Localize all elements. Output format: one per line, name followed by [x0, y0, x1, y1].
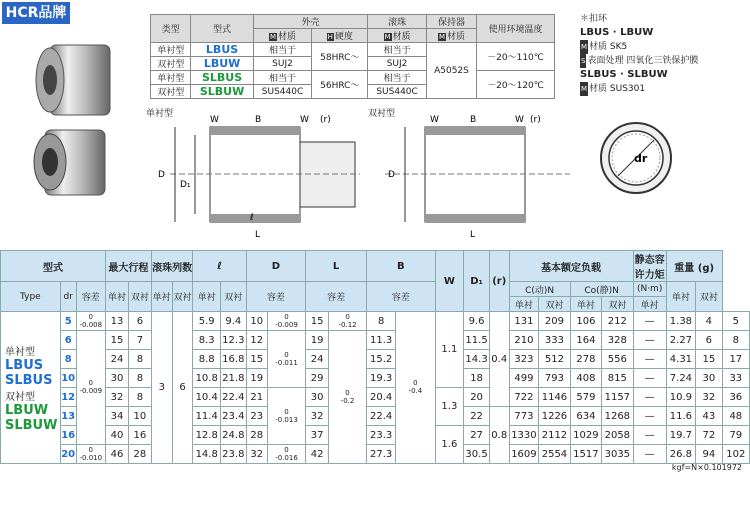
Co-double: 556: [602, 350, 633, 369]
sub-single: 单衬: [151, 282, 172, 312]
Co-single: 408: [570, 369, 601, 388]
weight-single: 15: [696, 350, 723, 369]
hdr-L: L: [306, 251, 367, 282]
type-label: 双衬型: [5, 391, 35, 403]
dr-value: 16: [60, 426, 76, 445]
l-single: 11.4: [193, 407, 221, 426]
sub-double: 双衬: [220, 282, 246, 312]
spec-ball: SUJ2: [368, 57, 427, 71]
dr-value: 13: [60, 407, 76, 426]
moment-double: 2.27: [666, 331, 695, 350]
hdr-r: (r): [489, 251, 509, 312]
weight-double: 36: [722, 388, 749, 407]
hdr-type: 型式: [1, 251, 106, 282]
stroke-double: 6: [128, 312, 151, 331]
sub-double: 双衬: [172, 282, 193, 312]
spec-shell-hard: 56HRC～: [312, 71, 368, 99]
D-tol: 0 -0.009: [267, 312, 305, 331]
dr-tol: 0 -0.010: [76, 445, 105, 464]
spec-model: LBUW: [191, 57, 253, 71]
stroke-double: 8: [128, 350, 151, 369]
moment-double: 11.6: [666, 407, 695, 426]
r-value: 0.4: [489, 312, 509, 407]
C-single: 323: [509, 350, 539, 369]
hdr-D: D: [246, 251, 305, 282]
label-D1: D₁: [180, 180, 191, 190]
spec-shell-mat: 相当于: [253, 43, 312, 57]
moment-double: 26.8: [666, 445, 695, 464]
stroke-double: 10: [128, 407, 151, 426]
label-L: L: [255, 230, 261, 240]
weight-double: 102: [722, 445, 749, 464]
weight-single: 32: [696, 388, 723, 407]
D1-value: 11.5: [464, 331, 490, 350]
Co-double: 212: [602, 312, 633, 331]
C-double: 1226: [539, 407, 570, 426]
W-value: 1.6: [435, 426, 464, 464]
moment-single: —: [633, 312, 666, 331]
L-value: 19: [306, 331, 329, 350]
moment-double: 7.24: [666, 369, 695, 388]
D-tol: 0 -0.013: [267, 388, 305, 445]
label-D: D: [158, 170, 165, 180]
table-row: [1, 388, 750, 407]
D1-value: 9.6: [464, 312, 490, 331]
B-value: 22.4: [366, 407, 395, 426]
label-r: (r): [320, 115, 331, 125]
L-value: 29: [306, 369, 329, 388]
spec-ball: 相当于: [368, 71, 427, 85]
type-label: SLBUS: [5, 372, 53, 388]
balls-single: 3: [151, 312, 172, 464]
Co-double: 815: [602, 369, 633, 388]
table-row: [1, 445, 750, 464]
Co-double: 3035: [602, 445, 633, 464]
hdr-load: 基本额定负载: [509, 251, 633, 282]
L-value: 32: [306, 407, 329, 426]
hdr-W: W: [435, 251, 464, 312]
moment-single: —: [633, 407, 666, 426]
stroke-double: 8: [128, 388, 151, 407]
clip-g1-surf: S 表面处理 四氧化三铁保护膜: [581, 56, 699, 66]
moment-single: —: [633, 426, 666, 445]
label-L-double: L: [470, 230, 476, 240]
spec-model: LBUS: [191, 43, 253, 57]
sub-type: Type: [1, 282, 61, 312]
stroke-single: 34: [105, 407, 128, 426]
product-photo: [20, 40, 130, 200]
table-row: [1, 350, 750, 369]
C-double: 2554: [539, 445, 570, 464]
brand-badge: HCR品牌: [2, 2, 70, 24]
C-double: 512: [539, 350, 570, 369]
moment-single: —: [633, 388, 666, 407]
sub-double: 双衬: [539, 297, 570, 312]
D1-value: 20: [464, 388, 490, 407]
label-l: ℓ: [250, 213, 254, 223]
moment-double: 10.9: [666, 388, 695, 407]
stroke-double: 16: [128, 426, 151, 445]
spec-header-model: 型式: [191, 15, 253, 43]
dr-value: 12: [60, 388, 76, 407]
W-value: 1.3: [435, 388, 464, 426]
moment-single: —: [633, 445, 666, 464]
moment-single: —: [633, 331, 666, 350]
spec-ball: 相当于: [368, 43, 427, 57]
moment-double: 1.38: [666, 312, 695, 331]
C-single: 1609: [509, 445, 539, 464]
C-double: 209: [539, 312, 570, 331]
spec-ball: SUS440C: [368, 85, 427, 99]
D-value: 23: [246, 407, 267, 426]
weight-double: 79: [722, 426, 749, 445]
D1-value: 22: [464, 407, 490, 426]
sub-dr: dr: [60, 282, 76, 312]
balls-double: 6: [172, 312, 193, 464]
sub-tol: 容差: [246, 282, 305, 312]
stroke-single: 30: [105, 369, 128, 388]
stroke-single: 40: [105, 426, 128, 445]
type-cell: [1, 312, 61, 464]
type-label: SLBUW: [5, 417, 58, 433]
W-value: 1.1: [435, 312, 464, 388]
table-row: [1, 407, 750, 426]
C-single: 1330: [509, 426, 539, 445]
stroke-double: 8: [128, 369, 151, 388]
moment-double: 4.31: [666, 350, 695, 369]
label-r-double: (r): [530, 115, 541, 125]
spec-shell-mat: SUS440C: [253, 85, 312, 99]
D1-value: 18: [464, 369, 490, 388]
type-label: 单衬型: [5, 346, 35, 358]
L-tol: 0 -0.2: [329, 331, 367, 464]
stroke-single: 24: [105, 350, 128, 369]
D1-value: 30.5: [464, 445, 490, 464]
dr-value: 10: [60, 369, 76, 388]
table-row: [1, 426, 750, 445]
sub-moment: (N·m): [633, 282, 666, 297]
Co-single: 634: [570, 407, 601, 426]
spec-table: [150, 14, 555, 99]
label-B-double: B: [470, 115, 477, 125]
D-value: 10: [246, 312, 267, 331]
spec-model: SLBUW: [191, 85, 253, 99]
L-value: 24: [306, 350, 329, 369]
hdr-stroke: 最大行程: [105, 251, 151, 282]
clip-group2: SLBUS · SLBUW: [580, 69, 668, 80]
spec-type: 单衬型: [151, 71, 191, 85]
weight-single: 94: [696, 445, 723, 464]
stroke-double: 28: [128, 445, 151, 464]
l-double: 23.8: [220, 445, 246, 464]
l-single: 10.4: [193, 388, 221, 407]
C-single: 131: [509, 312, 539, 331]
sub-single: 单衬: [633, 297, 666, 312]
weight-single: 4: [696, 312, 723, 331]
dr-value: 20: [60, 445, 76, 464]
sub-double: 双衬: [696, 282, 723, 312]
weight-double: 48: [722, 407, 749, 426]
table-row: [1, 331, 750, 350]
sub-tol: 容差: [366, 282, 435, 312]
unit-note: kgf=N×0.101972: [671, 463, 742, 472]
l-single: 14.8: [193, 445, 221, 464]
type-label: LBUW: [5, 402, 49, 418]
stroke-single: 32: [105, 388, 128, 407]
hdr-weight: 重量 (g): [666, 251, 722, 282]
table-row: [1, 369, 750, 388]
hdr-D1: D₁: [464, 251, 490, 312]
clip-g1-mat: M 材质 SK5: [581, 42, 628, 52]
single-diagram: [150, 112, 370, 242]
L-value: 42: [306, 445, 329, 464]
label-W: W: [210, 115, 219, 125]
hdr-l: ℓ: [193, 251, 246, 282]
C-double: 1146: [539, 388, 570, 407]
L-tol: 0 -0.12: [329, 312, 367, 331]
spec-header-temp: 使用环境温度: [477, 15, 555, 43]
weight-single: 30: [696, 369, 723, 388]
spec-shell-hard: 58HRC～: [312, 43, 368, 71]
C-single: 773: [509, 407, 539, 426]
weight-double: 5: [722, 312, 749, 331]
stroke-single: 13: [105, 312, 128, 331]
C-double: 793: [539, 369, 570, 388]
l-double: 9.4: [220, 312, 246, 331]
B-value: 27.3: [366, 445, 395, 464]
clip-title: ＊扣环: [580, 14, 608, 24]
l-single: 10.8: [193, 369, 221, 388]
weight-single: 72: [696, 426, 723, 445]
D-value: 12: [246, 331, 267, 350]
clip-diagram: [596, 118, 676, 198]
spec-type: 单衬型: [151, 43, 191, 57]
C-double: 2112: [539, 426, 570, 445]
spec-header-ball: 滚珠: [368, 15, 427, 29]
dr-tol: 0 -0.008: [76, 312, 105, 331]
D-value: 21: [246, 388, 267, 407]
spec-temp: －20～120℃: [477, 71, 555, 99]
stroke-single: 15: [105, 331, 128, 350]
l-double: 23.4: [220, 407, 246, 426]
spec-shell-mat: 相当于: [253, 71, 312, 85]
sub-single: 单衬: [666, 282, 695, 312]
weight-single: 43: [696, 407, 723, 426]
l-double: 16.8: [220, 350, 246, 369]
Co-single: 164: [570, 331, 601, 350]
B-tol: 0 -0.4: [396, 312, 435, 464]
weight-double: 33: [722, 369, 749, 388]
sub-double: 双衬: [128, 282, 151, 312]
C-double: 333: [539, 331, 570, 350]
Co-single: 106: [570, 312, 601, 331]
clip-info: [580, 12, 698, 96]
Co-double: 2058: [602, 426, 633, 445]
Co-single: 278: [570, 350, 601, 369]
spec-header-type: 类型: [151, 15, 191, 43]
table-row: [1, 312, 750, 331]
spec-sub-material: M 材质: [253, 29, 312, 43]
spec-sub-ball-material: M 材质: [368, 29, 427, 43]
type-label: LBUS: [5, 357, 44, 373]
l-double: 24.8: [220, 426, 246, 445]
C-single: 722: [509, 388, 539, 407]
spec-type: 双衬型: [151, 85, 191, 99]
L-value: 30: [306, 388, 329, 407]
moment-double: 19.7: [666, 426, 695, 445]
D-value: 15: [246, 350, 267, 369]
label-W-double: W: [430, 115, 439, 125]
spec-shell-mat: SUJ2: [253, 57, 312, 71]
clip-dr-label: dr: [634, 152, 648, 165]
l-single: 8.3: [193, 331, 221, 350]
D1-value: 14.3: [464, 350, 490, 369]
sub-tol: 容差: [306, 282, 367, 312]
spec-cage: A5052S: [426, 43, 476, 99]
label-B: B: [255, 115, 262, 125]
stroke-single: 46: [105, 445, 128, 464]
D1-value: 27: [464, 426, 490, 445]
D-value: 28: [246, 426, 267, 445]
Co-double: 1268: [602, 407, 633, 426]
L-value: 15: [306, 312, 329, 331]
spec-header-cage: 保持器: [426, 15, 476, 29]
Co-double: 328: [602, 331, 633, 350]
sub-C: C(动)N: [509, 282, 570, 297]
L-value: 37: [306, 426, 329, 445]
B-value: 23.3: [366, 426, 395, 445]
l-single: 8.8: [193, 350, 221, 369]
sub-single: 单衬: [193, 282, 221, 312]
B-value: 8: [366, 312, 395, 331]
hdr-moment: 静态容许力矩: [633, 251, 666, 282]
double-label: 双衬型: [368, 109, 396, 119]
weight-double: 8: [722, 331, 749, 350]
l-single: 12.8: [193, 426, 221, 445]
sub-double: 双衬: [602, 297, 633, 312]
l-double: 12.3: [220, 331, 246, 350]
B-value: 11.3: [366, 331, 395, 350]
l-double: 22.4: [220, 388, 246, 407]
Co-single: 579: [570, 388, 601, 407]
spec-header-shell: 外壳: [253, 15, 368, 29]
sub-tol: 容差: [76, 282, 105, 312]
moment-single: —: [633, 369, 666, 388]
sub-single: 单衬: [105, 282, 128, 312]
sub-single: 单衬: [509, 297, 539, 312]
Co-single: 1029: [570, 426, 601, 445]
dr-value: 8: [60, 350, 76, 369]
r-value: 0.8: [489, 407, 509, 464]
moment-single: —: [633, 350, 666, 369]
B-value: 15.2: [366, 350, 395, 369]
stroke-double: 7: [128, 331, 151, 350]
dr-value: 6: [60, 331, 76, 350]
l-double: 21.8: [220, 369, 246, 388]
B-value: 20.4: [366, 388, 395, 407]
Co-single: 1517: [570, 445, 601, 464]
label-W2: W: [300, 115, 309, 125]
sub-single: 单衬: [570, 297, 601, 312]
sub-Co: Co(静)N: [570, 282, 633, 297]
weight-double: 17: [722, 350, 749, 369]
clip-group1: LBUS · LBUW: [580, 27, 654, 38]
label-D-double: D: [388, 170, 395, 180]
D-value: 19: [246, 369, 267, 388]
C-single: 210: [509, 331, 539, 350]
hdr-balls: 滚珠列数: [151, 251, 193, 282]
double-diagram: [370, 112, 580, 242]
D-tol: 0 -0.011: [267, 331, 305, 388]
Co-double: 1157: [602, 388, 633, 407]
l-single: 5.9: [193, 312, 221, 331]
dr-value: 5: [60, 312, 76, 331]
clip-g2-mat: M 材质 SUS301: [581, 84, 646, 94]
spec-model: SLBUS: [191, 71, 253, 85]
label-W2-double: W: [515, 115, 524, 125]
spec-temp: －20～110℃: [477, 43, 555, 71]
spec-sub-hardness: H 硬度: [312, 29, 368, 43]
dr-tol: 0 -0.009: [76, 331, 105, 445]
B-value: 19.3: [366, 369, 395, 388]
D-tol: 0 -0.016: [267, 445, 305, 464]
spec-type: 双衬型: [151, 57, 191, 71]
spec-sub-cage-material: M 材质: [426, 29, 476, 43]
weight-single: 6: [696, 331, 723, 350]
D-value: 32: [246, 445, 267, 464]
single-label: 单衬型: [146, 109, 174, 119]
C-single: 499: [509, 369, 539, 388]
hdr-B: B: [366, 251, 435, 282]
dimension-table: [0, 250, 750, 464]
